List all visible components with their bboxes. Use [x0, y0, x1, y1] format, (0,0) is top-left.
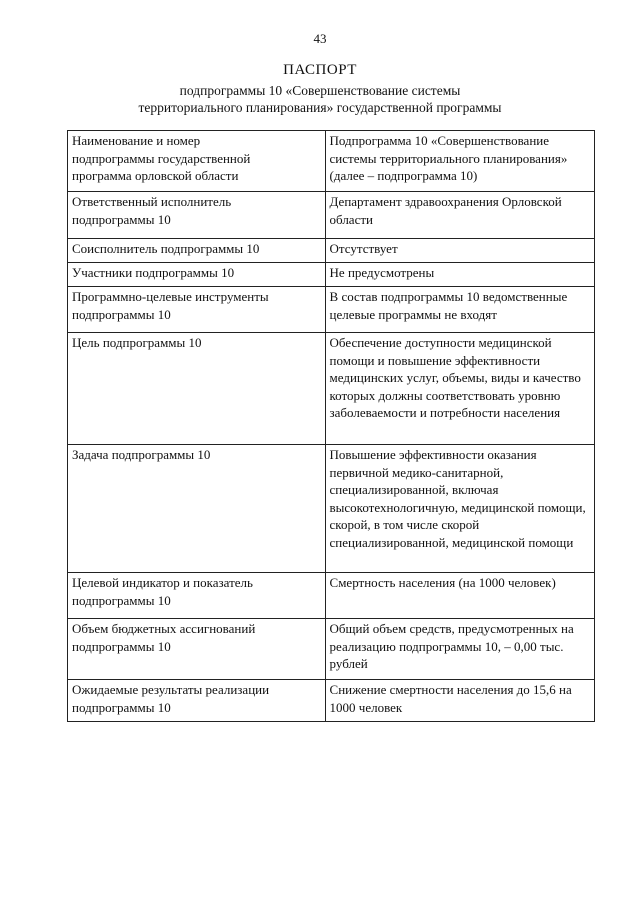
row-value: Общий объем средств, предусмотренных на реализацию подпрограммы 10, – 0,00 тыс. рублей — [325, 619, 594, 680]
page-number: 43 — [313, 31, 327, 46]
subtitle-line-1: подпрограммы 10 «Совершенствование системы — [179, 83, 461, 98]
row-value: Отсутствует — [325, 239, 594, 263]
table-row — [68, 263, 595, 287]
subtitle-line-2: территориального планирования» государственной программы — [138, 100, 502, 115]
table-row — [68, 333, 595, 445]
row-label: Целевой индикатор и показатель подпрограммы 10 — [68, 573, 326, 619]
table-row — [68, 573, 595, 619]
row-label: Участники подпрограммы 10 — [68, 263, 326, 287]
row-value: Подпрограмма 10 «Совершенствование системы территориального планирования» (далее – подпрограмма 10) — [325, 131, 594, 192]
document-subtitle — [0, 82, 640, 116]
row-value: В состав подпрограммы 10 ведомственные целевые программы не входят — [325, 287, 594, 333]
table-row — [68, 131, 595, 192]
row-value: Не предусмотрены — [325, 263, 594, 287]
row-label: Программно-целевые инструменты подпрограммы 10 — [68, 287, 326, 333]
table-row — [68, 239, 595, 263]
row-label: Наименование и номер подпрограммы государственной программа орловской области — [68, 131, 326, 192]
row-label: Цель подпрограммы 10 — [68, 333, 326, 445]
passport-table — [67, 130, 595, 722]
table-row — [68, 680, 595, 722]
row-label: Ожидаемые результаты реализации подпрограммы 10 — [68, 680, 326, 722]
table-row — [68, 619, 595, 680]
row-label: Ответственный исполнитель подпрограммы 10 — [68, 192, 326, 239]
row-value: Обеспечение доступности медицинской помощи и повышение эффективности медицинских услуг, объемы, виды и качество которых должны соответствовать уровню заболеваемости и потребности населения — [325, 333, 594, 445]
row-label: Соисполнитель подпрограммы 10 — [68, 239, 326, 263]
row-value: Смертность населения (на 1000 человек) — [325, 573, 594, 619]
table-row — [68, 192, 595, 239]
row-value: Повышение эффективности оказания первичной медико-санитарной, специализированной, включая высокотехнологичную, медицинской помощи, скорой, в том числе скорой специализированной, медицинской помощи — [325, 445, 594, 573]
row-value: Департамент здравоохранения Орловской области — [325, 192, 594, 239]
document-title: ПАСПОРТ — [283, 62, 357, 78]
table-row — [68, 445, 595, 573]
row-label: Задача подпрограммы 10 — [68, 445, 326, 573]
table-row — [68, 287, 595, 333]
row-label: Объем бюджетных ассигнований подпрограммы 10 — [68, 619, 326, 680]
row-value: Снижение смертности населения до 15,6 на 1000 человек — [325, 680, 594, 722]
